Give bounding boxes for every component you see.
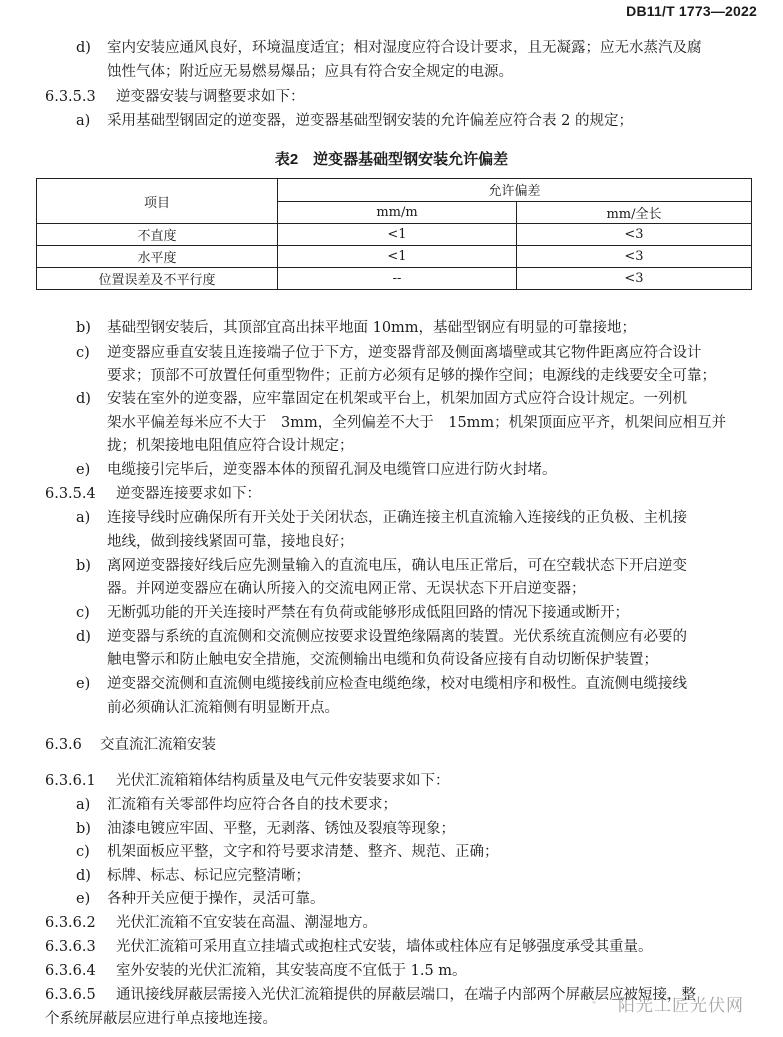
clause-text: 室外安装的光伏汇流箱，其安装高度不宜低于 1.5 m。 [116, 963, 467, 979]
clause-text: 光伏汇流箱箱体结构质量及电气元件安装要求如下： [116, 773, 450, 789]
list-marker: c) [76, 844, 90, 860]
list-text: 连接导线时应确保所有开关处于关闭状态，正确连接主机直流输入连接线的正负极、主机接 [107, 510, 687, 526]
clause-number: 6.3.6.2 [45, 915, 96, 931]
clause-number: 6.3.6.3 [45, 939, 96, 955]
list-text: 逆变器与系统的直流侧和交流侧应按要求设置绝缘隔离的装置。光伏系统直流侧应有必要的 [107, 629, 687, 645]
row-v1: -- [278, 268, 517, 290]
watermark-logo-icon [592, 989, 618, 1015]
row-item: 位置误差及不平行度 [37, 268, 278, 290]
list-marker: d) [76, 40, 91, 56]
list-text: 架水平偏差每米应不大于 3mm，全列偏差不大于 15mm；机架顶面应平齐，机架间应相互并 [107, 415, 727, 431]
row-item: 不直度 [37, 224, 278, 246]
clause-number: 6.3.6.4 [45, 963, 96, 979]
list-text: 基础型钢安装后，其顶部宜高出抹平地面 10mm，基础型钢应有明显的可靠接地； [107, 320, 637, 336]
list-text: 蚀性气体；附近应无易燃易爆品；应具有符合安全规定的电源。 [107, 64, 513, 80]
row-item: 水平度 [37, 246, 278, 268]
clause-number: 6.3.5.4 [45, 486, 96, 502]
list-text: 各种开关应便于操作，灵活可靠。 [107, 891, 325, 907]
watermark-text: 阳光工匠光伏网 [618, 996, 744, 1016]
clause-number: 6.3.6.1 [45, 773, 96, 789]
list-marker: b) [76, 558, 91, 574]
list-marker: c) [76, 345, 90, 361]
row-v2: <3 [517, 268, 752, 290]
row-v1: <1 [278, 246, 517, 268]
list-text: 地线，做到接线紧固可靠，接地良好； [107, 534, 354, 550]
list-text: 安装在室外的逆变器，应牢靠固定在机架或平台上，机架加固方式应符合设计规定。一列机 [107, 391, 687, 407]
clause-text: 逆变器安装与调整要求如下： [116, 89, 305, 105]
row-v1: <1 [278, 224, 517, 246]
page-header-doc-code: DB11/T 1773—2022 [626, 3, 757, 19]
header-col1: mm/m [278, 201, 517, 224]
list-marker: a) [76, 797, 91, 813]
list-marker: d) [76, 629, 91, 645]
section-number: 6.3.6 [45, 737, 82, 753]
list-text: 触电警示和防止触电安全措施，交流侧输出电缆和负荷设备应接有自动切断保护装置； [107, 652, 658, 668]
list-marker: a) [76, 510, 91, 526]
list-text: 室内安装应通风良好，环境温度适宜；相对湿度应符合设计要求，且无凝露；应无水蒸汽及腐 [107, 40, 702, 56]
clause-text: 光伏汇流箱不宜安装在高温、潮湿地方。 [116, 915, 377, 931]
list-text: 电缆接引完毕后，逆变器本体的预留孔洞及电缆管口应进行防火封堵。 [107, 462, 557, 478]
list-text: 拢；机架接地电阻值应符合设计规定； [107, 438, 354, 454]
header-group: 允许偏差 [278, 179, 752, 202]
table-caption: 表2 逆变器基础型钢安装允许偏差 [274, 151, 509, 168]
list-text: 要求；顶部不可放置任何重型物件；正前方必须有足够的操作空间；电源线的走线要安全可靠； [107, 368, 716, 384]
list-text: 标牌、标志、标记应完整清晰； [107, 868, 310, 884]
table-row [37, 224, 752, 246]
deviation-table [36, 178, 752, 290]
list-text: 逆变器应垂直安装且连接端子位于下方，逆变器背部及侧面离墙壁或其它物件距离应符合设计 [107, 345, 702, 361]
clause-number: 6.3.5.3 [45, 89, 96, 105]
list-text: 汇流箱有关零部件均应符合各自的技术要求； [107, 797, 397, 813]
list-text: 器。并网逆变器应在确认所接入的交流电网正常、无误状态下开启逆变器； [107, 581, 586, 597]
table-row [37, 268, 752, 290]
list-text: 无断弧功能的开关连接时严禁在有负荷或能够形成低阻回路的情况下接通或断开； [107, 605, 629, 621]
clause-text: 个系统屏蔽层应进行单点接地连接。 [45, 1011, 277, 1027]
list-marker: b) [76, 320, 91, 336]
table-header-row [37, 179, 752, 202]
header-col2: mm/全长 [517, 201, 752, 224]
list-text: 离网逆变器接好线后应先测量输入的直流电压，确认电压正常后，可在空载状态下开启逆变 [107, 558, 687, 574]
list-text: 前必须确认汇流箱侧有明显断开点。 [107, 700, 339, 716]
clause-text: 通讯接线屏蔽层需接入光伏汇流箱提供的屏蔽层端口，在端子内部两个屏蔽层应被短接，整 [116, 987, 696, 1003]
list-marker: e) [76, 676, 91, 692]
clause-text: 光伏汇流箱可采用直立挂墙式或抱柱式安装，墙体或柱体应有足够强度承受其重量。 [116, 939, 653, 955]
header-item: 项目 [37, 179, 278, 224]
row-v2: <3 [517, 224, 752, 246]
list-text: 油漆电镀应牢固、平整，无剥落、锈蚀及裂痕等现象； [107, 821, 455, 837]
list-marker: e) [76, 462, 91, 478]
list-marker: b) [76, 821, 91, 837]
list-text: 采用基础型钢固定的逆变器，逆变器基础型钢安装的允许偏差应符合表 2 的规定； [107, 113, 633, 129]
list-text: 机架面板应平整，文字和符号要求清楚、整齐、规范、正确； [107, 844, 499, 860]
list-marker: d) [76, 391, 91, 407]
row-v2: <3 [517, 246, 752, 268]
list-marker: a) [76, 113, 91, 129]
list-marker: c) [76, 605, 90, 621]
clause-text: 逆变器连接要求如下： [116, 486, 261, 502]
section-title: 交直流汇流箱安装 [100, 737, 216, 753]
list-marker: d) [76, 868, 91, 884]
list-text: 逆变器交流侧和直流侧电缆接线前应检查电缆绝缘，校对电缆相序和极性。直流侧电缆接线 [107, 676, 687, 692]
table-row [37, 246, 752, 268]
clause-number: 6.3.6.5 [45, 987, 96, 1003]
list-marker: e) [76, 891, 91, 907]
